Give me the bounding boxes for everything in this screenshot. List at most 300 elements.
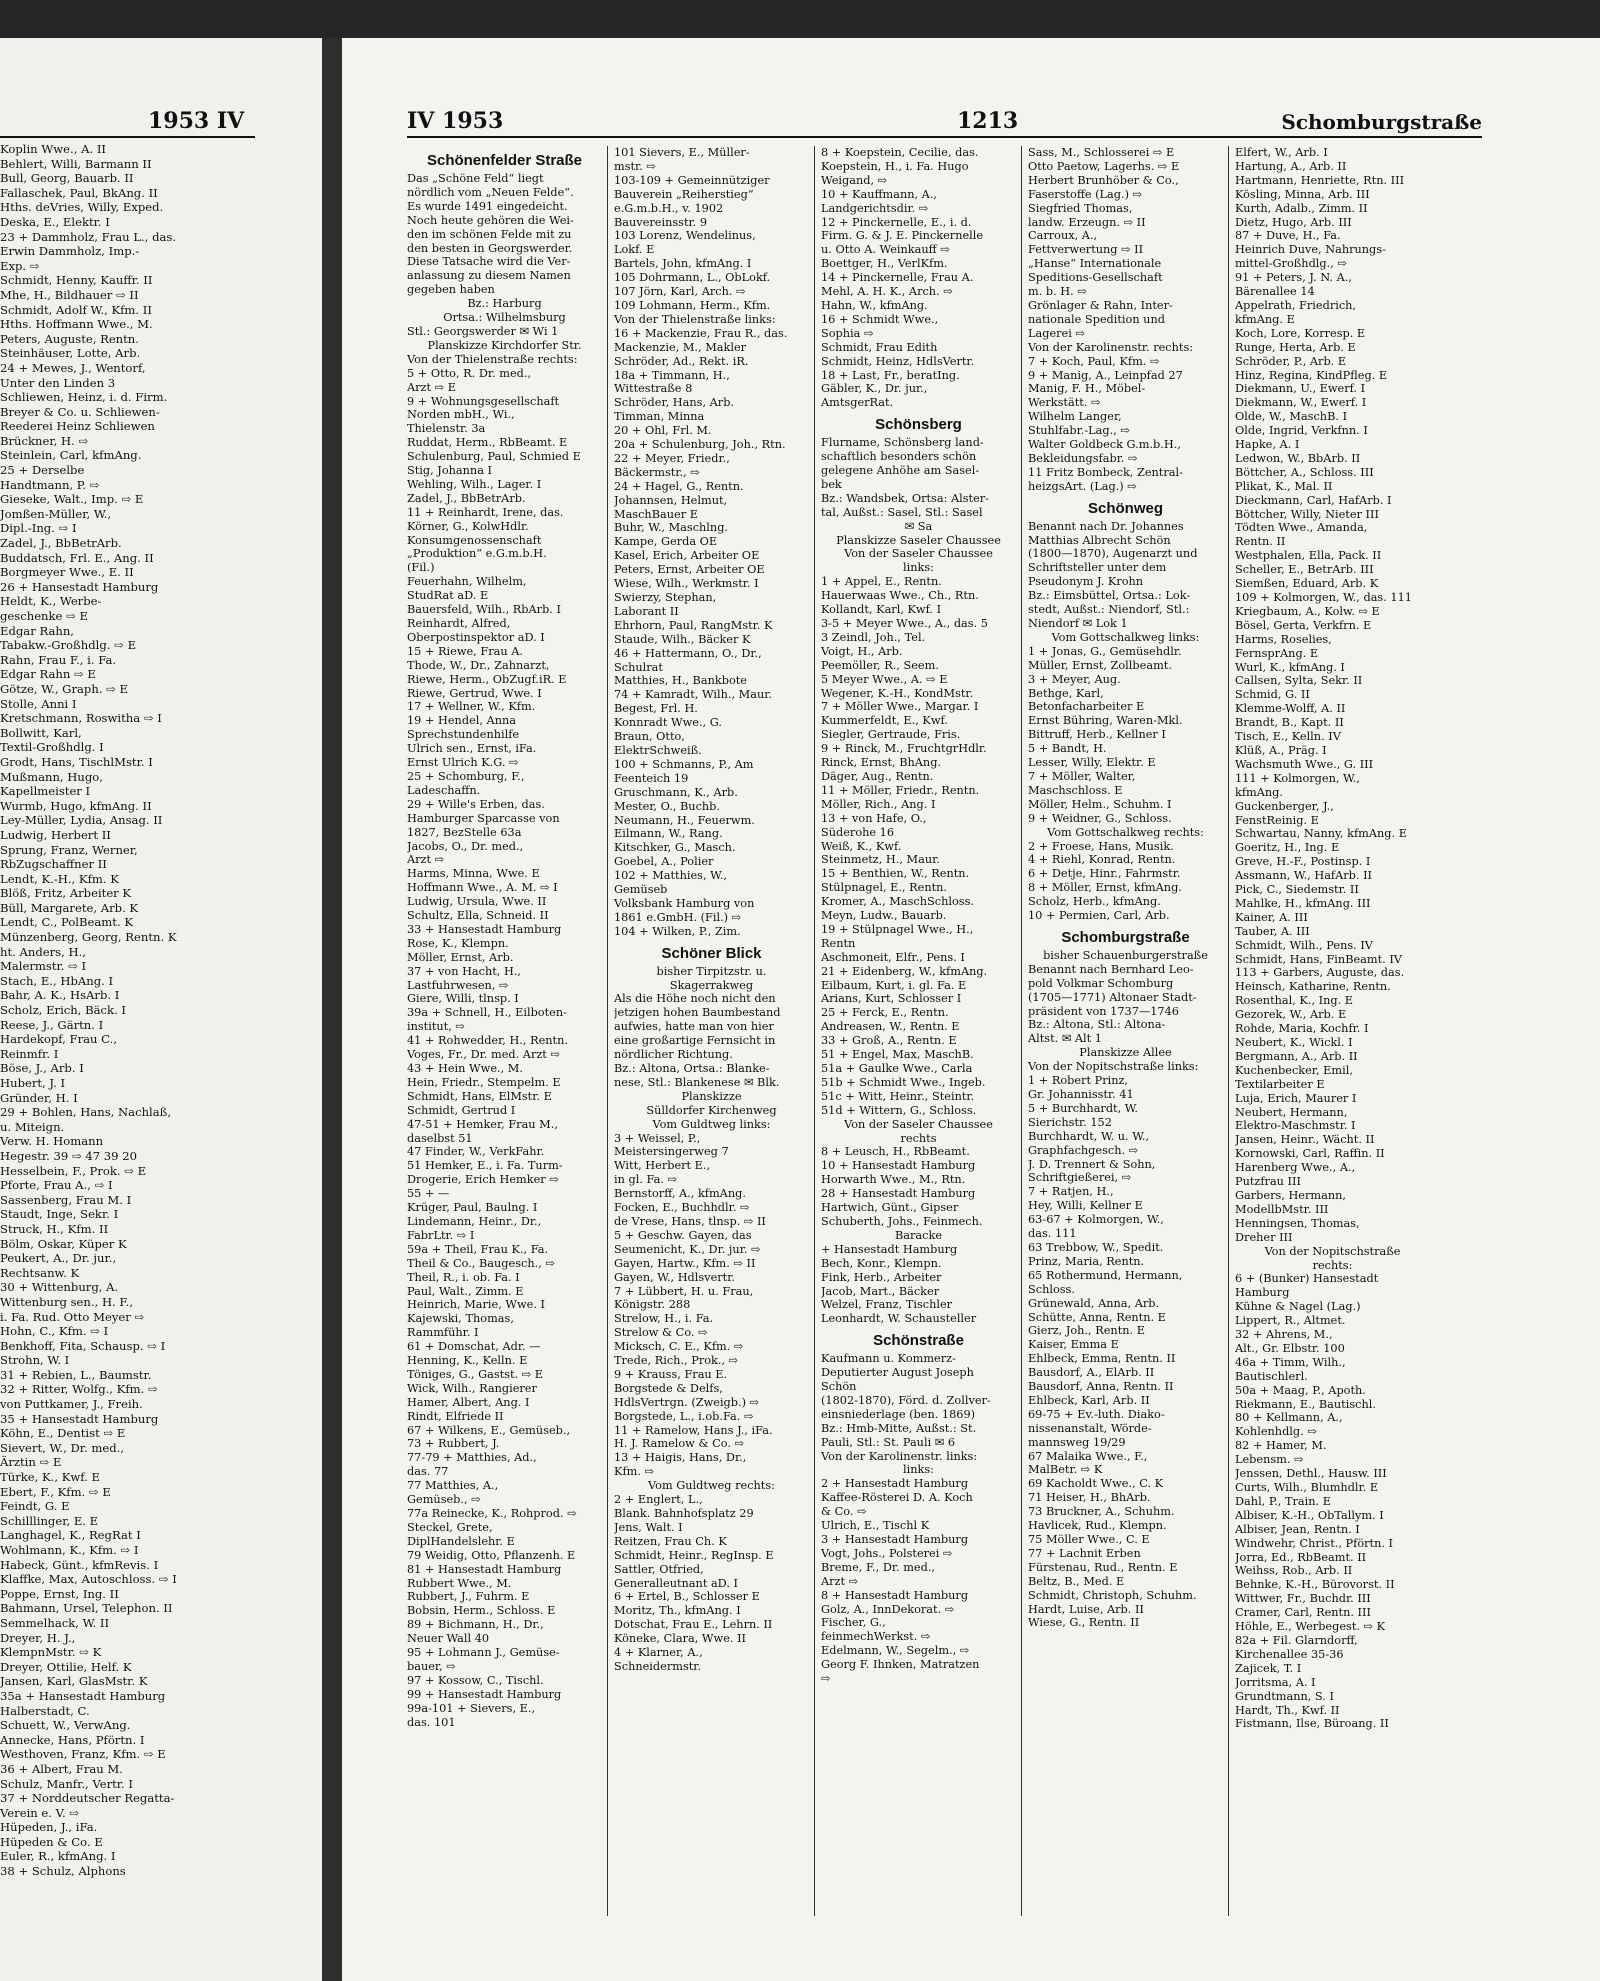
left-page-column [0, 142, 262, 1879]
directory-entry-line: Konnradt Wwe., G. [614, 716, 722, 730]
section-caption: rechts: [1312, 1258, 1353, 1272]
directory-entry-line: 51a + Gaulke Wwe., Carla [821, 1062, 973, 1075]
directory-entry-line: 69 Kacholdt Wwe., C. K [1028, 1477, 1164, 1491]
directory-entry-line: Verw. H. Homann [0, 1134, 104, 1149]
directory-entry-line: Ludwig, Herbert II [0, 827, 111, 842]
directory-entry-line: 6 + Ertel, B., Schlosser E [614, 1590, 760, 1604]
directory-entry-line: Edgar Rahn, [0, 623, 74, 638]
directory-entry-line: Harms, Minna, Wwe. E [407, 867, 540, 881]
street-heading: Schönsberg [875, 416, 962, 434]
directory-entry-line: 7 + Möller, Walter, [1028, 769, 1136, 783]
directory-entry-line: ElektrSchweiß. [614, 743, 702, 757]
directory-entry-line: Schmidt, Wilh., Pens. IV [1235, 938, 1373, 952]
directory-entry-line: 1 + Appel, E., Rentn. [821, 575, 942, 589]
directory-entry-line: 9 + Weidner, G., Schloss. [1028, 811, 1172, 825]
directory-entry-line: 111 + Kolmorgen, W., [1235, 771, 1360, 785]
directory-entry-line: Textil-Großhdlg. I [0, 740, 104, 755]
directory-entry-line: Riewe, Gertrud, Wwe. I [407, 686, 542, 700]
directory-entry-line: Andreasen, W., Rentn. E [821, 1020, 960, 1034]
directory-entry-line: Dotschat, Frau E., Lehrn. II [614, 1618, 773, 1632]
directory-entry-line: Lippert, R., Altmet. [1235, 1314, 1346, 1328]
directory-entry-line: Kösling, Minna, Arb. III [1235, 187, 1370, 201]
directory-entry-line: Borgstede, L., i.ob.Fa. ⇨ [614, 1409, 754, 1423]
directory-entry-line: Mehl, A. H. K., Arch. ⇨ [821, 285, 953, 299]
directory-entry-line: Köhn, E., Dentist ⇨ E [0, 1426, 126, 1441]
directory-entry-line: Heldt, K., Werbe- [0, 594, 102, 609]
street-heading: Schönenfelder Straße [426, 152, 583, 169]
directory-entry-line: Bz.: Hmb-Mitte, Außst.: St. [821, 1421, 977, 1435]
directory-entry-line: Kornowski, Carl, Raffin. II [1235, 1147, 1385, 1161]
directory-entry-line: & Co. ⇨ [821, 1505, 867, 1519]
directory-entry-line: Kitschker, G., Masch. [614, 841, 736, 855]
directory-entry-line: Koch, Lore, Korresp. E [1235, 326, 1366, 340]
directory-entry-line: Stl.: Georgswerder ✉ Wi 1 [407, 324, 559, 338]
directory-entry-line: Scheller, E., BetrArb. III [1235, 563, 1374, 577]
directory-entry-line: Süderohe 16 [821, 825, 895, 839]
directory-entry-line: Swierzy, Stephan, [614, 591, 717, 604]
directory-entry-line: 7 + Lübbert, H. u. Frau, [614, 1284, 754, 1298]
directory-entry-line: Hartmann, Henriette, Rtn. III [1235, 173, 1405, 187]
directory-entry-line: gegeben haben [407, 283, 495, 297]
section-caption: links: [903, 561, 934, 575]
directory-entry-line: bek [821, 477, 842, 491]
section-caption: Bz.: Harburg [467, 297, 542, 311]
directory-entry-line: 21 + Eidenberg, W., kfmAng. [821, 964, 988, 978]
directory-entry-line: Schmidt, Heinz, HdlsVertr. [821, 354, 975, 368]
section-caption: Vom Gottschalkweg links: [1051, 630, 1200, 644]
directory-entry-line: Neuer Wall 40 [407, 1632, 490, 1646]
directory-entry-line: Schulrat [614, 660, 663, 674]
directory-entry-line: 26 + Hansestadt Hamburg [0, 579, 159, 594]
directory-entry-line: 79 Weidig, Otto, Pflanzenh. E [407, 1548, 576, 1562]
directory-entry-line: kfmAng. [1235, 785, 1283, 799]
directory-entry-line: Bergmann, A., Arb. II [1235, 1049, 1358, 1063]
directory-entry-line: 24 + Hagel, G., Rentn. [614, 479, 744, 493]
directory-entry-line: Rechtsanw. K [0, 1265, 80, 1280]
directory-entry-line: Harenberg Wwe., A., [1235, 1161, 1356, 1175]
directory-entry-line: Graphfachgesch. ⇨ [1028, 1143, 1139, 1157]
directory-entry-line: Generalleutnant aD. I [614, 1576, 738, 1590]
directory-entry-line: Rose, K., Klempn. [407, 936, 509, 950]
directory-entry-line: heizgsArt. (Lag.) ⇨ [1028, 479, 1137, 493]
directory-entry-line: Kampe, Gerda OE [614, 535, 718, 549]
directory-entry-line: Pforte, Frau A., ⇨ I [0, 1178, 113, 1193]
directory-entry-line: Ladeschaffn. [407, 783, 481, 797]
section-caption: ✉ Sa [904, 519, 933, 533]
directory-entry-line: Garbers, Hermann, [1235, 1188, 1346, 1202]
directory-entry-line: Deska, E., Elektr. I [0, 214, 110, 229]
directory-column-1 [407, 146, 602, 1730]
directory-entry-line: Kollandt, Karl, Kwf. I [821, 603, 942, 617]
directory-entry-line: Meyn, Ludw., Bauarb. [821, 909, 947, 923]
directory-entry-line: Peemöller, R., Seem. [821, 658, 939, 672]
directory-entry-line: MalBetr. ⇨ K [1028, 1463, 1103, 1477]
directory-entry-line: Bausdorf, Anna, Rentn. II [1028, 1380, 1174, 1394]
directory-entry-line: Bauersfeld, Wilh., RbArb. I [407, 603, 561, 617]
directory-entry-line: 61 + Domschat, Adr. — [407, 1340, 541, 1354]
directory-entry-line: Wick, Wilh., Rangierer [407, 1381, 537, 1395]
directory-entry-line: Plikat, K., Mal. II [1235, 479, 1333, 493]
directory-entry-line: Ebert, F., Kfm. ⇨ E [0, 1484, 111, 1499]
directory-entry-line: Weigand, ⇨ [821, 173, 888, 187]
directory-entry-line: 32 + Ahrens, M., [1235, 1328, 1333, 1342]
directory-entry-line: 31 + Rebien, L., Baumstr. [0, 1367, 152, 1382]
section-caption: Sülldorfer Kirchenweg [646, 1103, 777, 1117]
directory-entry-line: Behlert, Willi, Barmann II [0, 156, 152, 171]
directory-entry-line: Callsen, Sylta, Sekr. II [1235, 674, 1363, 688]
directory-entry-line: Diese Tatsache wird die Ver- [407, 255, 571, 269]
directory-entry-line: Neubert, K., Wickl. I [1235, 1036, 1353, 1049]
directory-entry-line: pold Volkmar Schomburg [1028, 976, 1174, 990]
directory-entry-line: Kainer, A. III [1235, 910, 1308, 924]
directory-entry-line: Bz.: Altona, Ortsa.: Blanke- [614, 1062, 770, 1075]
directory-entry-line: Henning, K., Kelln. E [407, 1354, 528, 1368]
directory-entry-line: (1800—1870), Augenarzt und [1028, 547, 1198, 561]
directory-entry-line: Rahn, Frau F., i. Fa. [0, 652, 117, 667]
directory-entry-line: Bärenallee 14 [1235, 285, 1315, 299]
directory-entry-line: 9 + Krauss, Frau E. [614, 1367, 728, 1381]
directory-entry-line: Schulz, Manfr., Vertr. I [0, 1776, 134, 1791]
directory-entry-line: Ernst Ulrich K.G. ⇨ [407, 756, 519, 770]
directory-entry-line: Büll, Margarete, Arb. K [0, 900, 139, 915]
directory-entry-line: Schuberth, Johs., Feinmech. [821, 1214, 983, 1228]
directory-entry-line: Hartung, A., Arb. II [1235, 159, 1347, 173]
directory-entry-line: Bittruff, Herb., Kellner I [1028, 728, 1166, 742]
directory-entry-line: Schmidt, Adolf W., Kfm. II [0, 302, 152, 317]
directory-entry-line: bauer, ⇨ [407, 1659, 456, 1673]
street-heading: Schomburgstraße [1061, 928, 1190, 946]
directory-entry-line: Steinmetz, H., Maur. [821, 853, 940, 867]
directory-entry-line: 80 + Kellmann, A., [1235, 1411, 1343, 1425]
directory-entry-line: Meistersingerweg 7 [614, 1145, 729, 1159]
directory-entry-line: Breme, F., Dr. med., [821, 1560, 936, 1574]
directory-entry-line: Fallaschek, Paul, BkAng. II [0, 185, 158, 200]
directory-entry-line: Micksch, C. E., Kfm. ⇨ [614, 1340, 744, 1354]
directory-entry-line: Tabakw.-Großhdlg. ⇨ E [0, 638, 137, 653]
directory-entry-line: Rinck, Ernst, BhAng. [821, 756, 942, 770]
directory-entry-line: 95 + Lohmann J., Gemüse- [407, 1646, 560, 1660]
directory-entry-line: Wittestraße 8 [614, 382, 693, 396]
directory-entry-line: Neubert, Hermann, [1235, 1105, 1348, 1119]
directory-entry-line: 8 + Leusch, H., RbBeamt. [821, 1145, 970, 1159]
directory-entry-line: Wurmb, Hugo, kfmAng. II [0, 798, 152, 813]
directory-entry-line: Hohn, C., Kfm. ⇨ I [0, 1324, 109, 1339]
directory-entry-line: Schmidt, Hans, ElMstr. E [407, 1089, 552, 1103]
directory-entry-line: 15 + Riewe, Frau A. [407, 644, 523, 658]
directory-entry-line: e.G.m.b.H., v. 1902 [614, 201, 724, 215]
directory-entry-line: Betonfacharbeiter E [1028, 700, 1145, 714]
directory-entry-line: 6 + Detje, Hinr., Fahrmstr. [1028, 867, 1181, 881]
directory-entry-line: 82 + Hamer, M. [1235, 1439, 1327, 1453]
directory-entry-line: 9 + Manig, A., Leinpfad 27 [1028, 368, 1183, 382]
directory-entry-line: Werkstätt. ⇨ [1028, 396, 1101, 410]
directory-entry-line: anlassung zu diesem Namen [407, 269, 571, 283]
directory-entry-line: nördlich vom „Neuen Felde“. [407, 185, 574, 199]
directory-entry-line: Strelow, H., i. Fa. [614, 1312, 714, 1326]
directory-entry-line: Reinmfr. I [0, 1046, 59, 1061]
directory-entry-line: Möller, Rich., Ang. I [821, 797, 936, 811]
directory-entry-line: 102 + Matthies, W., [614, 869, 727, 883]
directory-entry-line: 81 + Hansestadt Hamburg [407, 1562, 562, 1576]
section-caption: Planskizze [681, 1089, 742, 1103]
directory-entry-line: Dietz, Hugo, Arb. III [1235, 215, 1352, 229]
directory-entry-line: Kaffee-Rösterei D. A. Koch [821, 1491, 973, 1505]
directory-entry-line: Eilbaum, Kurt, i. gl. Fa. E [821, 978, 967, 992]
directory-entry-line: Laborant II [614, 604, 679, 618]
section-caption: links: [903, 1463, 934, 1477]
running-street-title: Schomburgstraße [1281, 110, 1482, 134]
directory-entry-line: Peters, Ernst, Arbeiter OE [614, 563, 765, 577]
directory-entry-line: Paul, Walt., Zimm. E [407, 1284, 524, 1298]
directory-entry-line: 13 + von Hafe, O., [821, 811, 927, 825]
directory-entry-line: 5 Meyer Wwe., A. ⇨ E [821, 672, 948, 686]
directory-entry-line: Runge, Herta, Arb. E [1235, 340, 1356, 354]
page-number: 1213 [957, 108, 1019, 134]
directory-entry-line: daselbst 51 [407, 1131, 473, 1145]
directory-entry-line: Bz.: Eimsbüttel, Ortsa.: Lok- [1028, 589, 1191, 603]
directory-entry-line: Exp. ⇨ [0, 258, 40, 273]
directory-entry-line: 103 Lorenz, Wendelinus, [614, 229, 756, 243]
directory-entry-line: Langhagel, K., RegRat I [0, 1528, 141, 1543]
right-header-volume: IV 1953 [407, 108, 504, 134]
directory-entry-line: Schön [821, 1380, 857, 1394]
directory-entry-line: Matthies, H., Bankbote [614, 674, 747, 688]
directory-entry-line: 105 Dohrmann, L., ObLokf. [614, 271, 771, 285]
directory-entry-line: jetzigen hohen Baumbestand [614, 1006, 781, 1020]
directory-entry-line: 77-79 + Matthies, Ad., [407, 1451, 537, 1465]
directory-entry-line: Böse, J., Arb. I [0, 1061, 84, 1076]
directory-entry-line: das. 101 [407, 1715, 456, 1729]
directory-entry-line: Schröder, Ad., Rekt. iR. [614, 354, 749, 368]
section-caption: Planskizze Saseler Chaussee [836, 533, 1001, 547]
directory-entry-line: Giere, Willi, tlnsp. I [407, 992, 519, 1006]
directory-entry-line: Edelmann, W., Segelm., ⇨ [821, 1644, 970, 1658]
section-caption: Ortsa.: Wilhelmsburg [443, 311, 566, 325]
directory-entry-line: Feindt, G. E [0, 1499, 70, 1514]
directory-entry-line: 74 + Kamradt, Wilh., Maur. [614, 688, 773, 702]
directory-entry-line: 25 + Schomburg, F., [407, 769, 525, 783]
directory-entry-line: Moritz, Th., kfmAng. I [614, 1604, 741, 1618]
directory-entry-line: Von der Nopitschstraße links: [1028, 1060, 1199, 1074]
directory-entry-line: stedt, Außst.: Niendorf, Stl.: [1028, 603, 1190, 617]
directory-entry-line: Blöß, Fritz, Arbeiter K [0, 886, 132, 901]
directory-entry-line: Ley-Müller, Lydia, Ansag. II [0, 813, 163, 828]
directory-entry-line: Gemüseb., ⇨ [407, 1493, 481, 1507]
directory-entry-line: geschenke ⇨ E [0, 609, 88, 623]
directory-entry-line: Lesser, Willy, Elektr. E [1028, 756, 1156, 770]
directory-entry-line: Lokf. E [614, 243, 655, 257]
directory-entry-line: Habeck, Günt., kfmRevis. I [0, 1557, 159, 1572]
directory-entry-line: 7 + Ratjen, H., [1028, 1185, 1114, 1199]
directory-entry-line: Bauvereinsstr. 9 [614, 215, 708, 229]
directory-entry-line: Gayen, W., Hdlsvertr. [614, 1270, 735, 1284]
directory-entry-line: Volksbank Hamburg von [614, 896, 755, 910]
directory-entry-line: 100 + Schmanns, P., Am [614, 757, 754, 771]
directory-entry-line: Diekmann, U., Ewerf. I [1235, 382, 1366, 396]
directory-entry-line: Ulrich, E., Tischl K [821, 1519, 930, 1533]
directory-entry-line: Müller, Ernst, Zollbeamt. [1028, 658, 1172, 672]
directory-entry-line: Hüpeden & Co. E [0, 1834, 103, 1849]
directory-entry-line: Wehling, Wilh., Lager. I [407, 477, 542, 491]
directory-entry-line: 7 + Koch, Paul, Kfm. ⇨ [1028, 354, 1160, 368]
directory-entry-line: Sophia ⇨ [821, 326, 874, 340]
directory-entry-line: Bausdorf, A., ElArb. II [1028, 1366, 1155, 1380]
directory-entry-line: Rosenthal, K., Ing. E [1235, 994, 1354, 1008]
directory-entry-line: Gäbler, K., Dr. jur., [821, 382, 928, 396]
directory-entry-line: Schmidt, Gertrud I [407, 1103, 516, 1117]
directory-entry-line: Lebensm. ⇨ [1235, 1453, 1304, 1467]
directory-entry-line: Braun, Otto, [614, 730, 685, 744]
directory-entry-line: 19 + Hendel, Anna [407, 714, 516, 728]
directory-entry-line: Assmann, W., HafArb. II [1235, 869, 1373, 883]
directory-entry-line: Fistmann, Ilse, Büroang. II [1235, 1717, 1389, 1731]
directory-entry-line: 16 + Mackenzie, Frau R., das. [614, 326, 788, 340]
directory-entry-line: Rentn [821, 936, 856, 950]
directory-entry-line: 104 + Wilken, P., Zim. [614, 924, 741, 938]
directory-entry-line: Riewe, Herm., ObZugf.iR. E [407, 672, 567, 686]
directory-entry-line: Mahlke, H., kfmAng. III [1235, 896, 1371, 910]
directory-entry-line: 18 + Last, Fr., beratIng. [821, 368, 960, 382]
directory-entry-line: Jens, Walt. I [614, 1520, 683, 1534]
directory-entry-line: Hamer, Albert, Ang. I [407, 1395, 530, 1409]
directory-entry-line: 28 + Hansestadt Hamburg [821, 1187, 976, 1201]
directory-entry-line: 1 + Jonas, G., Gemüsehdlr. [1028, 644, 1182, 658]
directory-entry-line: de Vrese, Hans, tlnsp. ⇨ II [614, 1214, 766, 1228]
directory-entry-line: Zajicek, T. I [1235, 1661, 1302, 1675]
directory-entry-line: 9 + Wohnungsgesellschaft [407, 394, 560, 408]
directory-entry-line: Zadel, J., BbBetrArb. [407, 491, 526, 505]
directory-entry-line: Von der Thielenstraße rechts: [407, 352, 578, 366]
directory-entry-line: Greve, H.-F., Postinsp. I [1235, 855, 1371, 869]
directory-entry-line: Gr. Johannisstr. 41 [1028, 1088, 1134, 1101]
directory-entry-line: 35 + Hansestadt Hamburg [0, 1411, 159, 1426]
directory-entry-line: Von der Karolinenstr. links: [821, 1449, 978, 1463]
directory-entry-line: 3 + Weissel, P., [614, 1131, 701, 1145]
directory-entry-line: Scholz, Erich, Bäck. I [0, 1003, 127, 1018]
directory-entry-line: 12 + Pinckernelle, E., i. d. [821, 215, 972, 229]
directory-entry-line: Burchhardt, W. u. W., [1028, 1129, 1150, 1143]
directory-entry-line: Strohn, W. I [0, 1353, 70, 1368]
directory-entry-line: Tisch, E., Kelln. IV [1235, 730, 1341, 744]
directory-entry-line: 69-75 + Ev.-luth. Diako- [1028, 1407, 1165, 1421]
section-caption: Skagerrakweg [669, 978, 754, 992]
directory-entry-line: Strelow & Co. ⇨ [614, 1326, 708, 1340]
left-header-text: 1953 IV [148, 108, 245, 134]
section-caption: rechts [900, 1131, 937, 1145]
directory-entry-line: Textilarbeiter E [1235, 1077, 1325, 1091]
directory-entry-line: 3 Zeindl, Joh., Tel. [821, 630, 926, 644]
directory-entry-line: 71 Heiser, H., BhArb. [1028, 1491, 1151, 1505]
directory-entry-line: Georg F. Ihnken, Matratzen [821, 1658, 980, 1672]
directory-entry-line: Kretschmann, Roswitha ⇨ I [0, 711, 162, 726]
directory-entry-line: 6 + (Bunker) Hansestadt [1235, 1272, 1379, 1286]
directory-entry-line: Benannt nach Bernhard Leo- [1028, 962, 1194, 976]
directory-entry-line: „Hanse“ Internationale [1028, 257, 1162, 271]
directory-entry-line: Arzt ⇨ E [407, 380, 456, 394]
directory-entry-line: Schilllinger, E. E [0, 1513, 99, 1528]
directory-entry-line: Zadel, J., BbBetrArb. [0, 536, 122, 551]
directory-entry-line: Hesselbein, F., Prok. ⇨ E [0, 1163, 147, 1178]
directory-entry-line: mstr. ⇨ [614, 159, 656, 173]
directory-entry-line: Seumenicht, K., Dr. jur. ⇨ [614, 1242, 761, 1256]
directory-entry-line: Hubert, J. I [0, 1076, 66, 1090]
directory-entry-line: 101 Sievers, E., Müller- [614, 146, 750, 159]
directory-entry-line: StudRat aD. E [407, 589, 489, 603]
directory-entry-line: 1 + Robert Prinz, [1028, 1074, 1129, 1088]
directory-entry-line: Neumann, H., Feuerwm. [614, 813, 755, 827]
directory-entry-line: Vogt, Johs., Polsterei ⇨ [821, 1546, 953, 1560]
directory-entry-line: Elfert, W., Arb. I [1235, 146, 1328, 159]
directory-entry-line: 8 + Koepstein, Cecilie, das. [821, 146, 979, 159]
directory-entry-line: 37 + Norddeutscher Regatta- [0, 1791, 175, 1806]
directory-entry-line: Wittwer, Fr., Buchdr. III [1235, 1592, 1371, 1606]
directory-entry-line: Als die Höhe noch nicht den [614, 992, 776, 1006]
directory-entry-line: ModellbMstr. III [1235, 1202, 1329, 1216]
directory-entry-line: 10 + Hansestadt Hamburg [821, 1159, 976, 1173]
directory-entry-line: Semmelhack, W. II [0, 1615, 110, 1630]
directory-entry-line: 51 Hemker, E., i. Fa. Turm- [407, 1159, 563, 1173]
directory-entry-line: HdlsVertrgn. (Zweigb.) ⇨ [614, 1395, 760, 1409]
directory-entry-line: Fürstenau, Rud., Rentn. E [1028, 1560, 1178, 1574]
directory-entry-line: Goebel, A., Polier [614, 855, 714, 869]
directory-entry-line: Kriegbaum, A., Kolw. ⇨ E [1235, 604, 1380, 618]
directory-entry-line: Schulenburg, Paul, Schmied E [407, 450, 581, 464]
directory-entry-line: Steckel, Grete, [407, 1520, 493, 1534]
directory-entry-line: FabrLtr. ⇨ I [407, 1228, 475, 1242]
directory-entry-line: Hey, Willi, Kellner E [1028, 1199, 1143, 1213]
directory-entry-line: (1802-1870), Förd. d. Zollver- [821, 1393, 991, 1407]
section-caption: Von der Nopitschstraße [1264, 1244, 1401, 1258]
directory-entry-line: Benkhoff, Fita, Schausp. ⇨ I [0, 1338, 166, 1353]
directory-entry-line: Hths. deVries, Willy, Exped. [0, 200, 164, 215]
directory-entry-line: Hardekopf, Frau C., [0, 1032, 118, 1047]
directory-entry-line: Weiß, K., Kwf. [821, 839, 902, 853]
directory-entry-line: 37 + von Hacht, H., [407, 964, 522, 978]
column-rule [1021, 146, 1022, 1916]
directory-entry-line: Ehrhorn, Paul, RangMstr. K [614, 618, 773, 632]
directory-entry-line: Siemßen, Eduard, Arb. K [1235, 577, 1379, 591]
directory-entry-line: 67 + Wilkens, E., Gemüseb., [407, 1423, 571, 1437]
section-caption: bisher Tirpitzstr. u. [656, 964, 767, 978]
directory-entry-line: Landgerichtsdir. ⇨ [821, 201, 929, 215]
directory-entry-line: 75 Möller Wwe., C. E [1028, 1533, 1150, 1546]
directory-entry-line: Schneidermstr. [614, 1659, 702, 1673]
directory-entry-line: Timman, Minna [614, 410, 705, 424]
directory-entry-line: Alt., Gr. Elbstr. 100 [1235, 1341, 1345, 1355]
directory-entry-line: nese, Stl.: Blankenese ✉ Blk. [614, 1075, 780, 1089]
right-page [342, 38, 1600, 1981]
directory-entry-line: 33 + Groß, A., Rentn. E [821, 1034, 957, 1048]
directory-entry-line: 23 + Dammholz, Frau L., das. [0, 229, 177, 244]
directory-entry-line: Putzfrau III [1235, 1175, 1301, 1189]
directory-entry-line: 2 + Froese, Hans, Musik. [1028, 839, 1174, 853]
directory-entry-line: Pick, C., Siedemstr. II [1235, 883, 1359, 897]
directory-entry-line: 19 + Stülpnagel Wwe., H., [821, 922, 974, 936]
directory-entry-line: Klüß, A., Präg. I [1235, 743, 1327, 757]
directory-entry-line: 5 + Bandt, H. [1028, 742, 1107, 756]
directory-entry-line: Rentn. II [1235, 535, 1286, 549]
directory-entry-line: Stülpnagel, E., Rentn. [821, 881, 948, 895]
directory-entry-line: Trede, Rich., Prok., ⇨ [614, 1354, 739, 1368]
directory-entry-line: präsident von 1737—1746 [1028, 1004, 1179, 1018]
directory-entry-line: Götze, W., Graph. ⇨ E [0, 681, 129, 696]
directory-entry-line: Benannt nach Dr. Johannes [1028, 519, 1184, 533]
directory-entry-line: Gezorek, W., Arb. E [1235, 1008, 1347, 1022]
directory-entry-line: Steinlein, Carl, kfmAng. [0, 448, 142, 463]
directory-entry-line: Schloss. [1028, 1282, 1075, 1296]
directory-entry-line: Halberstadt, C. [0, 1703, 90, 1718]
directory-entry-line: 32 + Ritter, Wolfg., Kfm. ⇨ [0, 1382, 158, 1397]
